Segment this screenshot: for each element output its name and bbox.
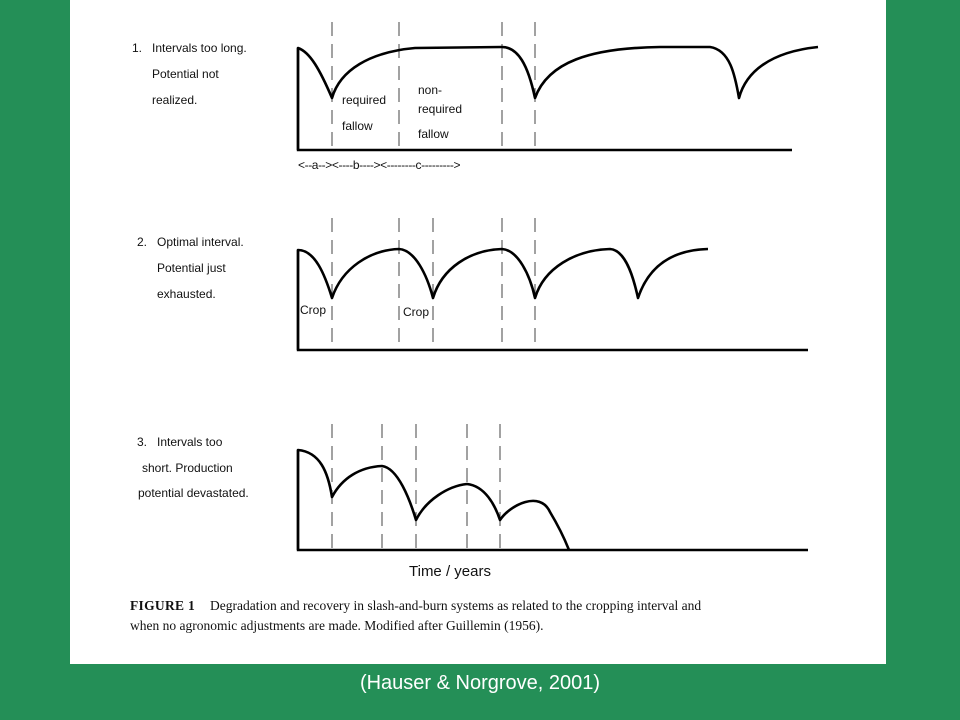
x-axis-label: Time / years xyxy=(409,563,491,580)
panel-2-label-line-2: Potential just xyxy=(157,261,226,275)
panel-2-label-line-1: Optimal interval. xyxy=(157,235,244,249)
panel-1-annotation-non: non- xyxy=(418,83,443,97)
panel-3-axis xyxy=(298,450,808,550)
panel-3 xyxy=(137,424,808,550)
panel-1-label-line-2: Potential not xyxy=(152,67,219,81)
panel-3-yield-curve xyxy=(298,450,569,550)
panel-1-annotation-fallow: fallow xyxy=(342,119,373,133)
panel-1-number: 1. xyxy=(132,41,143,55)
caption-figure-label: FIGURE 1 xyxy=(130,598,196,613)
panel-2-annotation-crop: Crop xyxy=(300,303,327,317)
panel-1-period-markers: <--a--><----b----><--------c---------> xyxy=(298,158,461,172)
panel-3-number: 3. xyxy=(137,435,148,449)
panel-1-annotation-required-2: required xyxy=(418,102,463,116)
citation: (Hauser & Norgrove, 2001) xyxy=(359,672,601,694)
caption-line-1: Degradation and recovery in slash-and-burn systems as related to the cropping interval and xyxy=(210,598,702,613)
figure-panel xyxy=(70,0,886,664)
panel-1-annotation-required: required xyxy=(342,93,387,107)
panel-1-annotation-fallow-2: fallow xyxy=(418,127,449,141)
panel-2-axis xyxy=(298,250,808,350)
panel-2-yield-curve xyxy=(298,249,708,350)
panel-3-label-line-1: Intervals too xyxy=(157,435,223,449)
panel-2-annotation-crop-2: Crop xyxy=(403,305,430,319)
panel-1-label-line-3: realized. xyxy=(152,93,198,107)
panel-2-number: 2. xyxy=(137,235,148,249)
panel-1 xyxy=(132,22,818,172)
panel-3-label-line-3: potential devastated. xyxy=(138,486,249,500)
panel-2-label-line-3: exhausted. xyxy=(157,287,216,301)
panel-3-label-line-2: short. Production xyxy=(142,461,233,475)
figure-diagram xyxy=(70,0,886,664)
panel-2 xyxy=(137,218,808,350)
panel-1-label-line-1: Intervals too long. xyxy=(152,41,247,55)
caption-line-2: when no agronomic adjustments are made. Modified after Guillemin (1956). xyxy=(130,618,544,633)
